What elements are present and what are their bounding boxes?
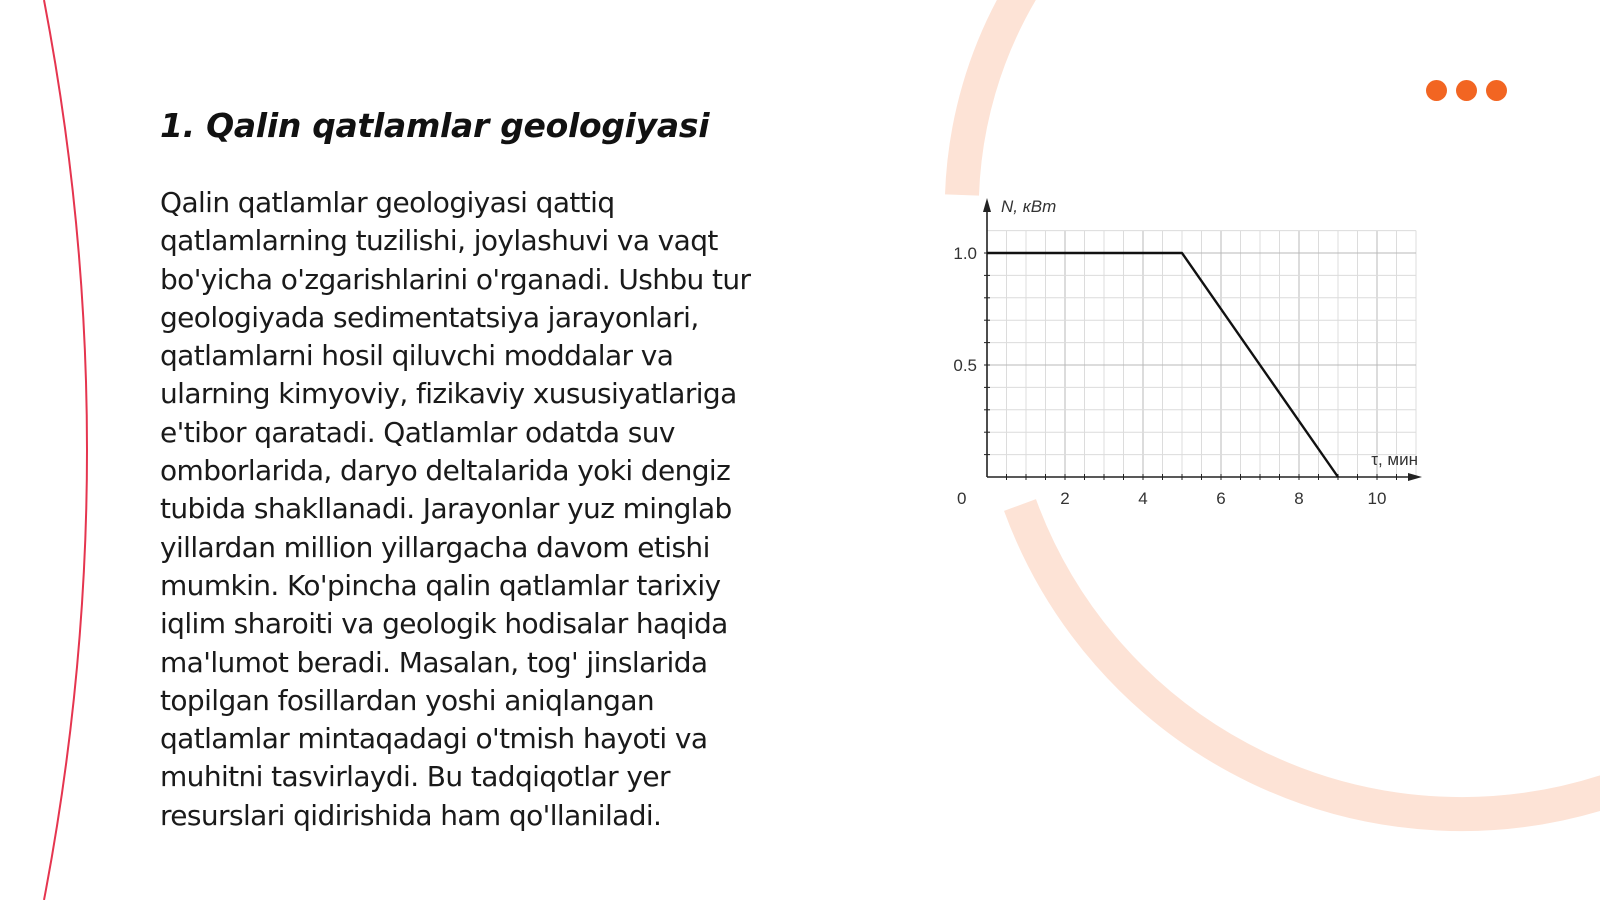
- dot-icon: [1426, 80, 1447, 101]
- dot-icon: [1486, 80, 1507, 101]
- y-axis-arrow-icon: [983, 198, 991, 212]
- orange-arc-decoration-lower: [1020, 505, 1600, 814]
- y-tick-label: 0.5: [953, 356, 977, 375]
- x-tick-label: 6: [1216, 489, 1226, 508]
- x-tick-label: 2: [1060, 489, 1070, 508]
- x-tick-label: 8: [1294, 489, 1304, 508]
- y-tick-label: 1.0: [953, 244, 977, 263]
- x-tick-label: 4: [1138, 489, 1148, 508]
- x-tick-label: 10: [1367, 489, 1387, 508]
- left-red-curve-line: [44, 0, 87, 900]
- slide-body-text: Qalin qatlamlar geologiyasi qattiq qatlamlarning tuzilishi, joylashuvi va vaqt bo'yicha o'zgarishlarini o'rganadi. Ushbu tur geologiyada sedimentatsiya jarayonlari, qatlamlarni hosil qiluvchi moddalar va ularning kimyoviy, fizikaviy xususiyatlariga e'tibor qaratadi. Qatlamlar odatda suv omborlarida, daryo deltalarida yoki dengiz tubida shakllanadi. Jarayonlar yuz minglab yillardan million yillargacha davom etishi mumkin. Ko'pincha qalin qatlamlar tarixiy iqlim sharoiti va geologik hodisalar haqida ma'lumot beradi. Masalan, tog' jinslarida topilgan fosillardan yoshi aniqlangan qatlamlar mintaqadagi o'tmish hayoti va muhitni tasvirlaydi. Bu tadqiqotlar yer resurslari qidirishida ham qo'llaniladi.: [160, 186, 751, 832]
- origin-label: 0: [957, 489, 967, 508]
- y-axis-label: N, кВт: [1001, 197, 1057, 216]
- x-axis-arrow-icon: [1408, 473, 1422, 481]
- menu-dots: [1426, 80, 1507, 101]
- dot-icon: [1456, 80, 1477, 101]
- x-axis-label: τ, мин: [1371, 450, 1418, 469]
- line-chart: [940, 190, 1460, 520]
- slide-title: 1. Qalin qatlamlar geologiyasi: [160, 106, 710, 145]
- orange-arc-decoration: [962, 0, 1022, 195]
